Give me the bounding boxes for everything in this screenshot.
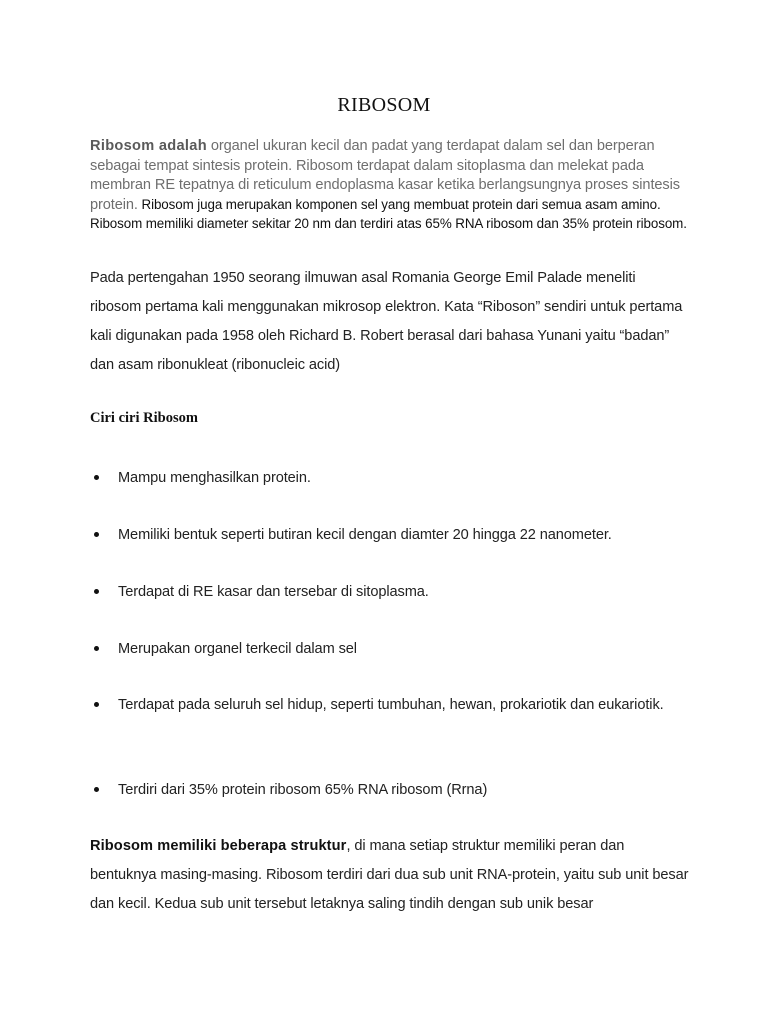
intro-lead: Ribosom adalah	[90, 138, 207, 154]
structure-lead: Ribosom memiliki beberapa struktur	[90, 838, 347, 854]
section-heading: Ciri ciri Ribosom	[90, 410, 198, 426]
document-title: RIBOSOM	[337, 94, 431, 116]
bullet-icon	[94, 532, 99, 537]
list-item-text: Terdiri dari 35% protein ribosom 65% RNA ribosom (Rrna)	[118, 782, 488, 798]
bullet-icon	[94, 787, 99, 792]
list-item-text: Memiliki bentuk seperti butiran kecil dengan diamter 20 hingga 22 nanometer.	[118, 527, 612, 543]
bullet-icon	[94, 702, 99, 707]
list-item	[90, 521, 670, 549]
bullet-icon	[94, 589, 99, 594]
list-item	[90, 578, 670, 606]
structure-paragraph	[90, 832, 690, 919]
list-item-text: Terdapat pada seluruh sel hidup, seperti tumbuhan, hewan, prokariotik dan eukariotik.	[118, 697, 664, 713]
history-paragraph: Pada pertengahan 1950 seorang ilmuwan asal Romania George Emil Palade meneliti ribosom pertama kali menggunakan mikrosop elektron. Kata “Riboson” sendiri untuk pertama kali digunakan pada 1958 oleh Richard B. Robert berasal dari bahasa Yunani yaitu “badan” dan asam ribonukleat (ribonucleic acid)	[90, 270, 683, 373]
bullet-icon	[94, 646, 99, 651]
list-item	[90, 464, 670, 492]
intro-paragraph	[90, 137, 690, 235]
list-item-text: Merupakan organel terkecil dalam sel	[118, 641, 357, 657]
list-item-text: Mampu menghasilkan protein.	[118, 470, 311, 486]
list-item-text: Terdapat di RE kasar dan tersebar di sitoplasma.	[118, 584, 429, 600]
bullet-icon	[94, 475, 99, 480]
list-item	[90, 635, 670, 663]
list-item	[90, 776, 670, 804]
structure-text: , di mana setiap struktur memiliki peran dan bentuknya masing-masing. Ribosom terdiri dari dua sub unit RNA-protein, yaitu sub unit besar dan kecil. Kedua sub unit tersebut letaknya saling tindih dengan sub unik besar	[90, 838, 689, 912]
intro-gray-text: organel ukuran kecil dan padat yang terdapat dalam sel dan berperan sebagai tempat sintesis protein. Ribosom terdapat dalam sitoplasma dan melekat pada membran RE tepatnya di reticulum endoplasma kasar ketika berlangsungnya proses sintesis protein.	[90, 138, 680, 213]
intro-dark-text: Ribosom juga merupakan komponen sel yang membuat protein dari semua asam amino. Ribosom memiliki diameter sekitar 20 nm dan terdiri atas 65% RNA ribosom dan 35% protein ribosom.	[90, 196, 687, 232]
list-item	[90, 691, 670, 719]
